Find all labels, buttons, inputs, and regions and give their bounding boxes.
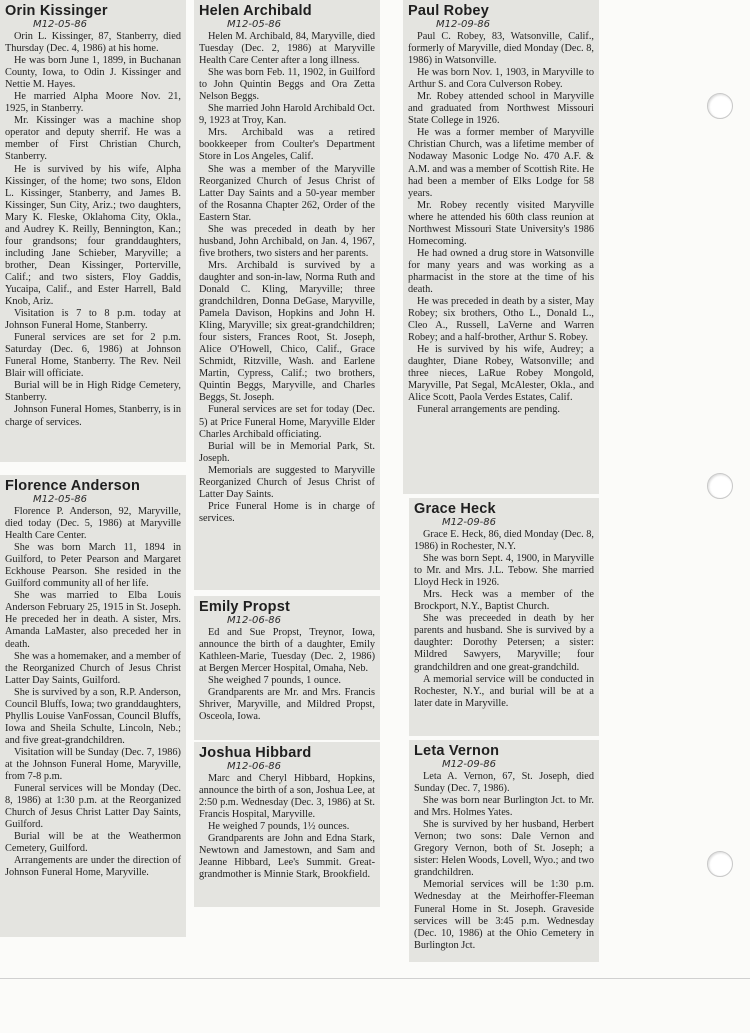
clipping-title: Joshua Hibbard: [199, 745, 312, 761]
clipping-paragraph: Mr. Kissinger was a machine shop operator and deputy sherrif. He was a member of First Christian Church, Stanberry.: [5, 115, 181, 163]
handwritten-date: M12-09-86: [442, 517, 497, 528]
clipping-paragraph: She was a homemaker, and a member of the Reorganized Church of Jesus Christ Latter Day Saints, Guilford.: [5, 650, 181, 686]
clipping-paragraph: Mrs. Archibald is survived by a daughter and son-in-law, Norma Ruth and Donald C. Kling, Maryville; three grandchildren, Donna DeGase, Maryville, Pamela Davison, Hopkins and John H. Kling, Maryville; six great-grandchildren; four sisters, Frances Root, St. Joseph, Alice O'Howell, Chico, Calif., Grace Schmidt, Ritzville, Wash. and Earlene Martin, Cypress, Calif.; two brothers, Quintin Beggs, Maryville, and Charles Beggs, St. Joseph.: [199, 259, 375, 404]
clipping-paragraph: Funeral services are set for 2 p.m. Saturday (Dec. 6, 1986) at Johnson Funeral Home, Stanberry. The Rev. Neil Blair will officiate.: [5, 332, 181, 380]
clipping-paragraph: Paul C. Robey, 83, Watsonville, Calif., formerly of Maryville, died Monday (Dec. 8, 1986) in Watsonville.: [408, 31, 594, 67]
clipping-paragraph: He is survived by his wife, Alpha Kissinger, of the home; two sons, Eldon L. Kissinger, Stanberry, and James B. Kissinger, Sun City, Ariz.; two daughters, Mary K. Fleske, Oklahoma City, Okla., and Audrey K. Reilly, Bennington, Kan.; four grandsons; four granddaughters, including Jane Schieber, Maryville; a brother, Dean Kissinger, Porterville, Calif.; and two sisters, Floy Gaddis, Yucaipa, Calif., and Ester Harrell, Bald Knob, Ariz.: [5, 163, 181, 308]
clipping-paragraph: Memorials are suggested to Maryville Reorganized Church of Jesus Christ of Latter Day Saints.: [199, 464, 375, 500]
clipping-paragraph: Orin L. Kissinger, 87, Stanberry, died Thursday (Dec. 4, 1986) at his home.: [5, 31, 181, 55]
clipping-paragraph: He was a former member of Maryville Christian Church, was a lifetime member of Nodaway Masonic Lodge No. 470 A.F. & A.M. and was a member of Scottish Rite. He had been a member of Elks Lodge for 58 years.: [408, 127, 594, 199]
clipping-paragraph: A memorial service will be conducted in Rochester, N.Y., and burial will be at a later date in Maryville.: [414, 673, 594, 709]
clipping-title: Orin Kissinger: [5, 3, 108, 19]
clipping-paragraph: He had owned a drug store in Watsonville for many years and was working as a pharmacist in the store at the time of his death.: [408, 247, 594, 295]
clipping-title: Emily Propst: [199, 599, 291, 615]
clipping-paragraph: Ed and Sue Propst, Treynor, Iowa, announce the birth of a daughter, Emily Kathleen-Marie, Tuesday (Dec. 2, 1986) at Bergen Mercer Hospital, Omaha, Neb.: [199, 627, 375, 675]
clipping-paragraph: She was preceeded in death by her parents and husband. She is survived by a daughter: Dorothy Petersen; a sister: Mildred Sawyers, Maryville; four grandchildren and one great-grandchild.: [414, 613, 594, 673]
clipping-paragraph: Florence P. Anderson, 92, Maryville, died today (Dec. 5, 1986) at Maryville Health Care Center.: [5, 506, 181, 542]
clipping-title: Florence Anderson: [5, 478, 140, 494]
clipping-paragraph: She was born Feb. 11, 1902, in Guilford to John Quintin Beggs and Ora Zetta Nelson Beggs.: [199, 67, 375, 103]
clipping-title: Leta Vernon: [414, 743, 500, 759]
binder-hole-bottom: [707, 851, 733, 877]
obituary-paul-robey: [403, 0, 599, 494]
handwritten-date: M12-06-86: [227, 615, 282, 626]
clipping-paragraph: Burial will be in Memorial Park, St. Joseph.: [199, 440, 375, 464]
clipping-paragraph: Mrs. Archibald was a retired bookkeeper from Coulter's Department Store in Los Angeles, Calif.: [199, 127, 375, 163]
clipping-title: Grace Heck: [414, 501, 496, 517]
binder-hole-middle: [707, 473, 733, 499]
clipping-paragraph: Burial will be in High Ridge Cemetery, Stanberry.: [5, 380, 181, 404]
clipping-paragraph: She was a member of the Maryville Reorganized Church of Jesus Christ of Latter Day Saints and a 50-year member of the Rosanna Chapter 262, Order of the Eastern Star.: [199, 163, 375, 223]
page-bottom-edge: [0, 978, 750, 979]
clipping-paragraph: Marc and Cheryl Hibbard, Hopkins, announce the birth of a son, Joshua Lee, at 2:50 p.m. Wednesday (Dec. 3, 1986) at St. Francis Hospital, Maryville.: [199, 773, 375, 821]
clipping-paragraph: Grace E. Heck, 86, died Monday (Dec. 8, 1986) in Rochester, N.Y.: [414, 529, 594, 553]
clipping-paragraph: Grandparents are John and Edna Stark, Newtown and Jamestown, and Sam and Jeanne Hibbard, Lee's Summit. Great-grandmother is Minnie Stark, Brookfield.: [199, 833, 375, 881]
clipping-paragraph: Price Funeral Home is in charge of services.: [199, 500, 375, 524]
clipping-paragraph: Johnson Funeral Homes, Stanberry, is in charge of services.: [5, 404, 181, 428]
clipping-paragraph: Funeral arrangements are pending.: [417, 404, 560, 416]
clipping-paragraph: Grandparents are Mr. and Mrs. Francis Shriver, Maryville, and Mildred Propst, Osceola, Iowa.: [199, 687, 375, 723]
clipping-paragraph: She is survived by a son, R.P. Anderson, Council Bluffs, Iowa; two granddaughters, Phyllis Louise VanFossan, Council Bluffs, Iowa and Sheila Schulte, Lincoln, Neb.; and five great-grandchildren.: [5, 686, 181, 746]
clipping-paragraph: He was preceded in death by a sister, May Robey; six brothers, Otho L., Donald L., Cleo A., Russell, LaVerne and Warren Robey; and a half-brother, Arthur S. Robey.: [408, 296, 594, 344]
birth-notice-emily-propst: [194, 596, 380, 740]
clipping-paragraph: He was born June 1, 1899, in Buchanan County, Iowa, to Odin J. Kissinger and Nettie M. Hayes.: [5, 55, 181, 91]
clipping-paragraph: He weighed 7 pounds, 1½ ounces.: [208, 821, 350, 833]
obituary-orin-kissinger: [0, 0, 186, 462]
clipping-paragraph: She married John Harold Archibald Oct. 9, 1923 at Troy, Kan.: [199, 103, 375, 127]
clipping-paragraph: Mrs. Heck was a member of the Brockport, N.Y., Baptist Church.: [414, 589, 594, 613]
handwritten-date: M12-05-86: [33, 494, 88, 505]
handwritten-date: M12-09-86: [442, 759, 497, 770]
clipping-paragraph: She is survived by her husband, Herbert Vernon; two sons: Dale Vernon and Gregory Vernon, both of St. Joseph; a sister: Helen Woods, Lovell, Wyo.; and two grandchildren.: [414, 819, 594, 879]
clipping-paragraph: She was born March 11, 1894 in Guilford, to Peter Pearson and Margaret Eckhouse Pearson. She resided in the Guilford community all of her life.: [5, 542, 181, 590]
clipping-paragraph: Visitation is 7 to 8 p.m. today at Johnson Funeral Home, Stanberry.: [5, 308, 181, 332]
clipping-title: Helen Archibald: [199, 3, 312, 19]
clipping-paragraph: Mr. Robey attended school in Maryville and graduated from Northwest Missouri State College in 1926.: [408, 91, 594, 127]
obituary-leta-vernon: [409, 740, 599, 962]
clipping-paragraph: He was born Nov. 1, 1903, in Maryville to Arthur S. and Cora Culverson Robey.: [408, 67, 594, 91]
clipping-paragraph: She was preceded in death by her husband, John Archibald, on Jan. 4, 1967, five brothers, two sisters and her parents.: [199, 223, 375, 259]
clipping-paragraph: Helen M. Archibald, 84, Maryville, died Tuesday (Dec. 2, 1986) at Maryville Health Care Center after a long illness.: [199, 31, 375, 67]
obituary-helen-archibald: [194, 0, 380, 590]
clipping-title: Paul Robey: [408, 3, 489, 19]
clipping-paragraph: Funeral services will be Monday (Dec. 8, 1986) at 1:30 p.m. at the Reorganized Church of Jesus Christ Latter Day Saints, Guilford.: [5, 783, 181, 831]
handwritten-date: M12-05-86: [33, 19, 88, 30]
clipping-paragraph: Burial will be at the Weathermon Cemetery, Guilford.: [5, 831, 181, 855]
clipping-paragraph: Arrangements are under the direction of Johnson Funeral Home, Maryville.: [5, 855, 181, 879]
handwritten-date: M12-06-86: [227, 761, 282, 772]
clipping-paragraph: Leta A. Vernon, 67, St. Joseph, died Sunday (Dec. 7, 1986).: [414, 771, 594, 795]
clipping-paragraph: Visitation will be Sunday (Dec. 7, 1986) at the Johnson Funeral Home, Maryville, from 7-8 p.m.: [5, 746, 181, 783]
binder-hole-top: [707, 93, 733, 119]
clipping-paragraph: She was born near Burlington Jct. to Mr. and Mrs. Holmes Yates.: [414, 795, 594, 819]
clipping-paragraph: Mr. Robey recently visited Maryville where he attended his 60th class reunion at Northwest Missouri State University's 1986 Homecoming.: [408, 199, 594, 247]
clipping-paragraph: He married Alpha Moore Nov. 21, 1925, in Stanberry.: [5, 91, 181, 115]
clipping-paragraph: She was born Sept. 4, 1900, in Maryville to Mr. and Mrs. J.L. Tebow. She married Lloyd Heck in 1926.: [414, 553, 594, 589]
clipping-paragraph: She weighed 7 pounds, 1 ounce.: [208, 675, 341, 687]
handwritten-date: M12-09-86: [436, 19, 491, 30]
clipping-paragraph: Funeral services are set for today (Dec. 5) at Price Funeral Home, Maryville Elder Charles Archibald officiating.: [199, 404, 375, 440]
obituary-florence-anderson: [0, 475, 186, 937]
clipping-paragraph: He is survived by his wife, Audrey; a daughter, Diane Robey, Watsonville; and three nieces, LaRue Robey Mongold, Maryville, Pat Segal, McAlester, Okla., and Alice Scott, Paola Verdes Estates, Calif.: [408, 344, 594, 404]
clipping-paragraph: She was married to Elba Louis Anderson February 25, 1915 in St. Joseph. He preceded her in death. A sister, Mrs. Amanda LaMaster, also preceded her in death.: [5, 590, 181, 650]
birth-notice-joshua-hibbard: [194, 742, 380, 907]
handwritten-date: M12-05-86: [227, 19, 282, 30]
clipping-paragraph: Memorial services will be 1:30 p.m. Wednesday at the Meirhoffer-Fleeman Funeral Home in St. Joseph. Graveside services will be 3:45 p.m. Wednesday (Dec. 10, 1986) at the Ohio Cemetery in Burlington Jct.: [414, 879, 594, 951]
obituary-grace-heck: [409, 498, 599, 736]
